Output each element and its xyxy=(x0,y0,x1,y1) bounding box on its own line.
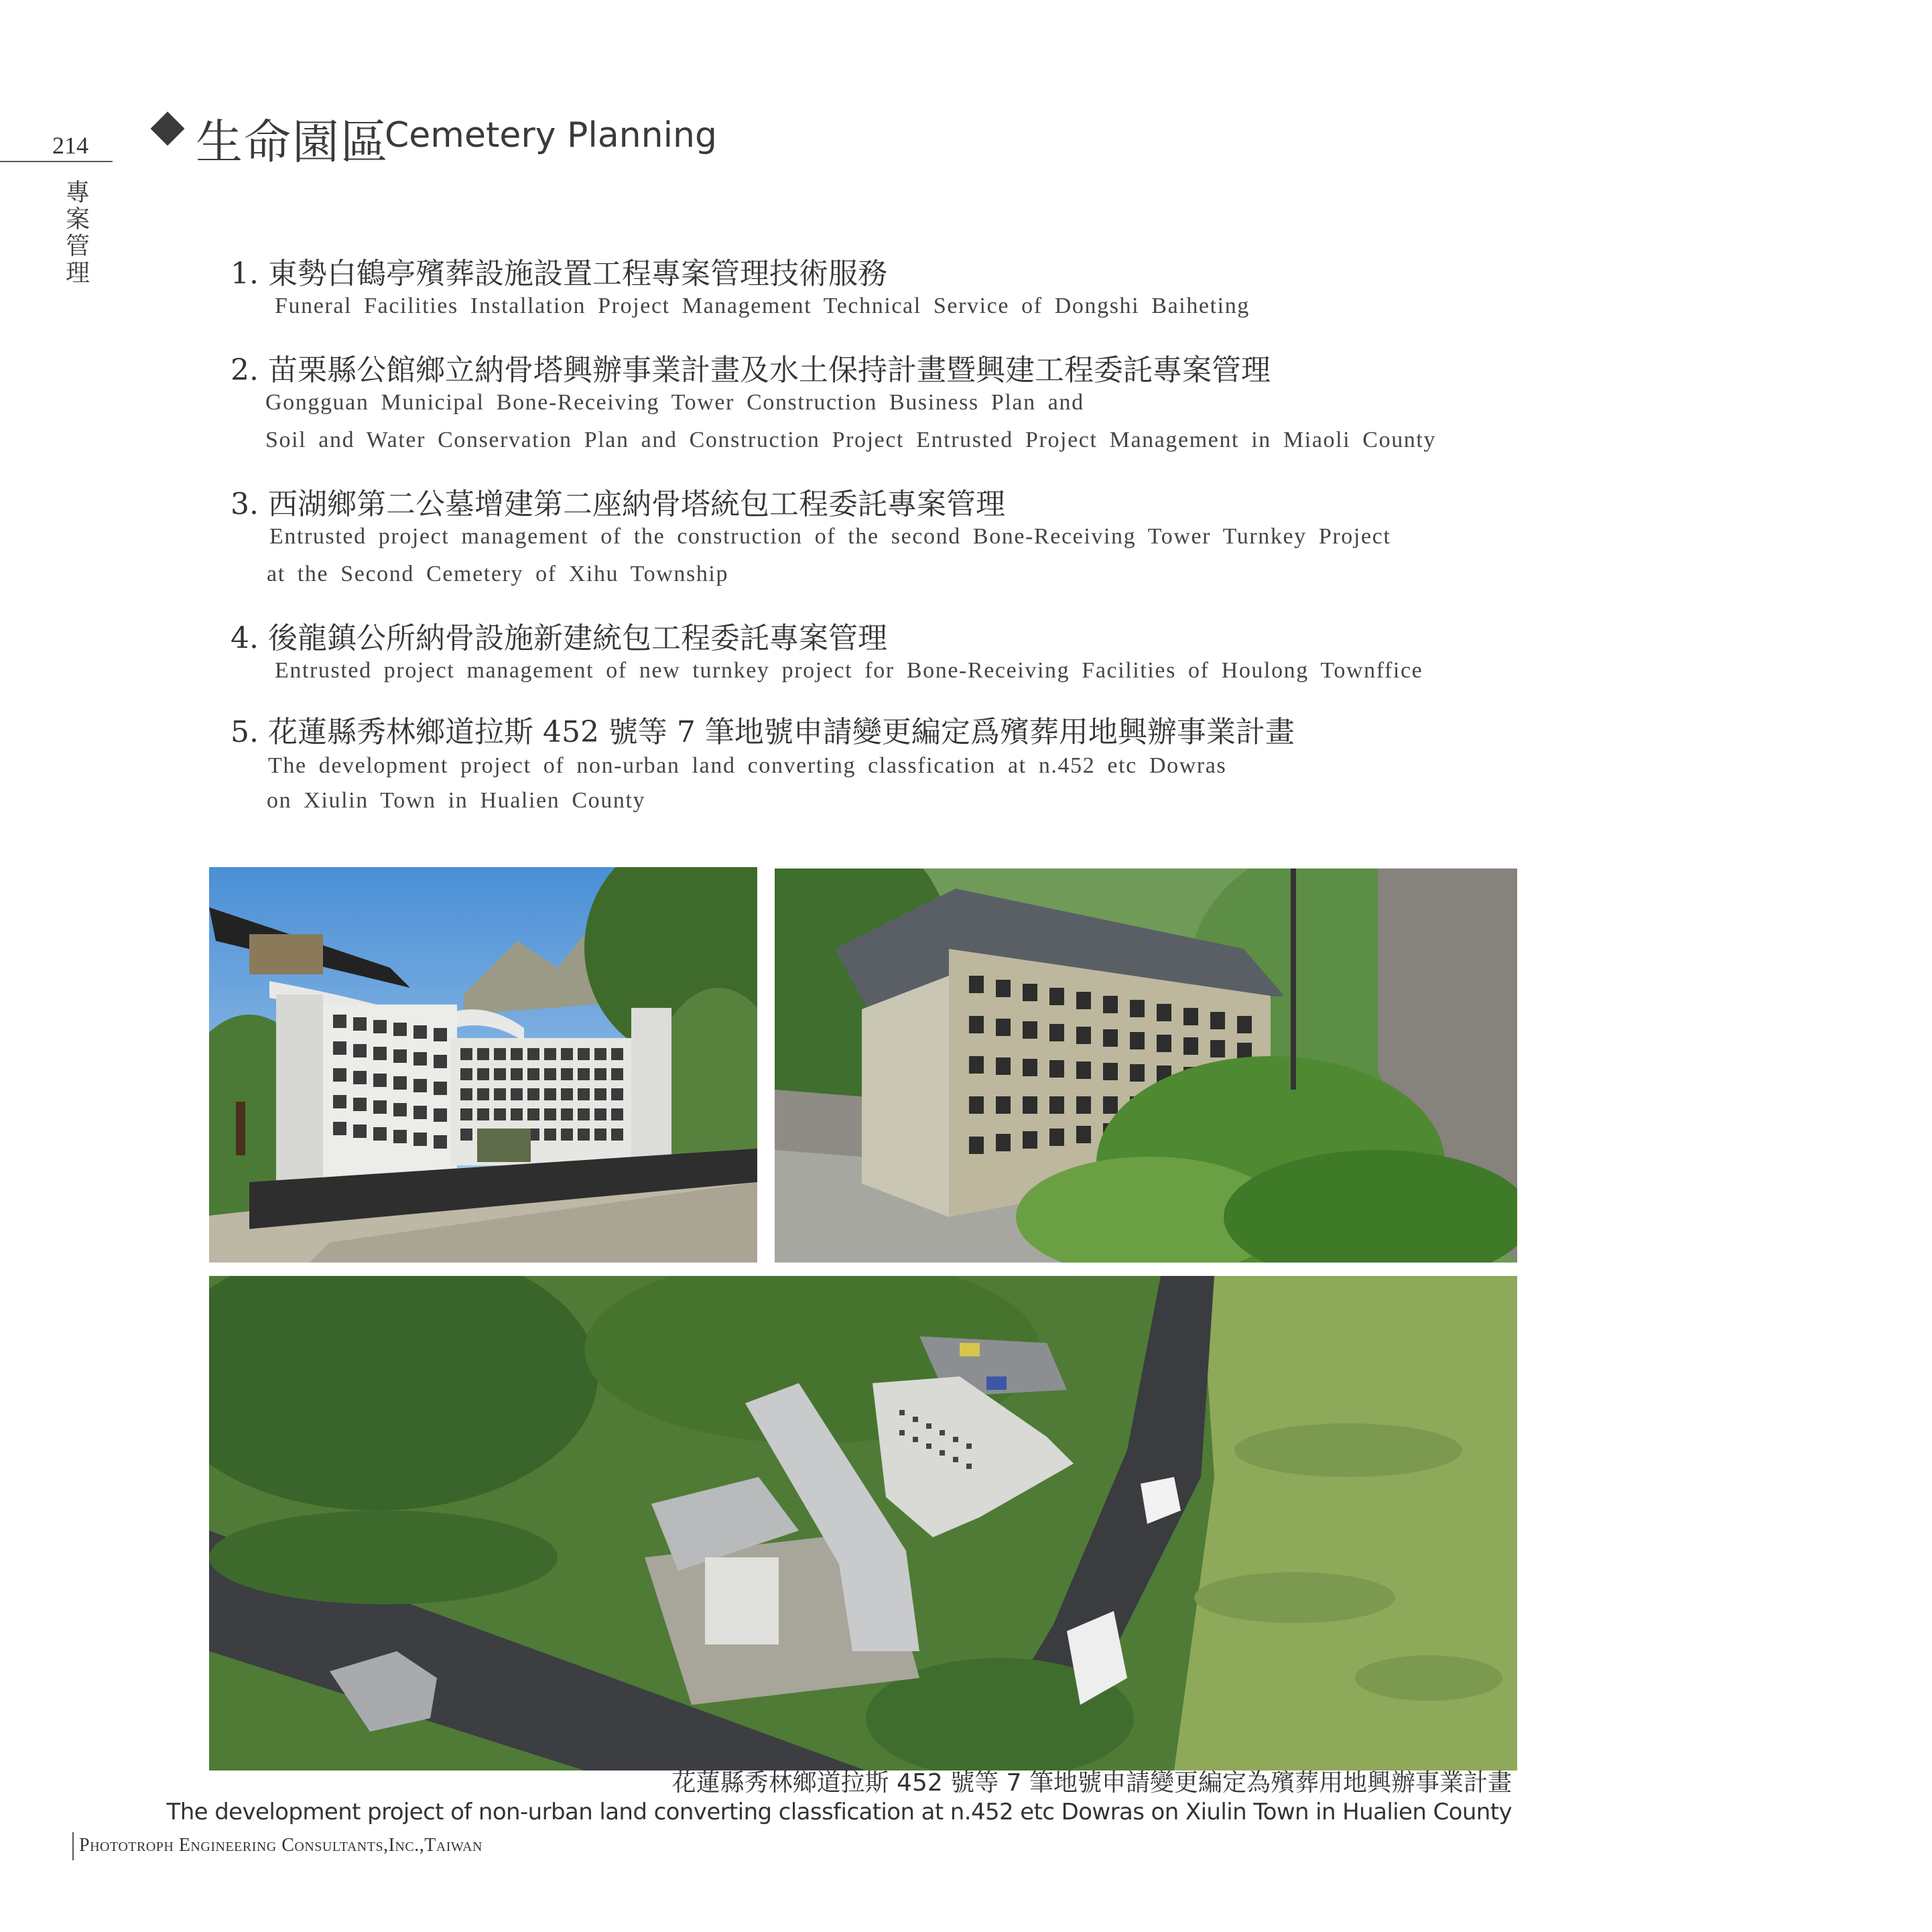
project-4-title-zh: 4. 後龍鎮公所納骨設施新建統包工程委託專案管理 xyxy=(231,621,887,655)
project-2-title-zh: 2. 苗栗縣公館鄉立納骨塔興辦事業計畫及水土保持計畫暨興建工程委託專案管理 xyxy=(231,353,1271,387)
project-5-title-zh: 5. 花蓮縣秀林鄉道拉斯 452 號等 7 筆地號申請變更編定爲殯葬用地興辦事業計畫 xyxy=(231,715,1295,749)
project-1-title-en: Funeral Facilities Installation Project Management Technical Service of Dongshi Baiheting xyxy=(275,294,1250,318)
page-title-zh: 生命園區 xyxy=(196,115,389,170)
photo-caption-zh: 花蓮縣秀林鄉道拉斯 452 號等 7 筆地號申請變更編定為殯葬用地興辦事業計畫 xyxy=(671,1769,1512,1797)
header-rule xyxy=(0,161,113,162)
project-3-title-en-line1: Entrusted project management of the construction of the second Bone-Receiving Tower Turnkey Project xyxy=(269,524,1391,549)
project-2-title-en-line1: Gongguan Municipal Bone-Receiving Tower Construction Business Plan and xyxy=(265,390,1084,415)
project-3-title-en-line2: at the Second Cemetery of Xihu Township xyxy=(267,562,729,586)
project-1-title-zh: 1. 東勢白鶴亭殯葬設施設置工程專案管理技術服務 xyxy=(231,257,887,291)
project-5-title-en-line1: The development project of non-urban land converting classfication at n.452 etc Dowras xyxy=(268,753,1227,778)
rendering-courtyard-columbarium xyxy=(209,867,757,1263)
page-title-en: Cemetery Planning xyxy=(385,115,718,155)
footer-company-name: Phototroph Engineering Consultants,Inc.,Taiwan xyxy=(79,1835,482,1856)
project-4-title-en: Entrusted project management of new turnkey project for Bone-Receiving Facilities of Houlong Townffice xyxy=(275,658,1423,683)
footer-rule xyxy=(72,1832,74,1860)
project-5-title-en-line2: on Xiulin Town in Hualien County xyxy=(267,788,646,813)
section-side-label: 專案管理 xyxy=(65,179,90,287)
diamond-icon xyxy=(151,112,185,146)
project-2-title-en-line2: Soil and Water Conservation Plan and Construction Project Entrusted Project Management in Miaoli County xyxy=(265,428,1437,452)
page-number: 214 xyxy=(52,132,88,159)
rendering-columbarium-tower-garden xyxy=(775,868,1517,1263)
project-3-title-zh: 3. 西湖鄉第二公墓增建第二座納骨塔統包工程委託專案管理 xyxy=(231,487,1005,521)
rendering-aerial-site-view xyxy=(209,1276,1517,1770)
photo-caption-en: The development project of non-urban land converting classfication at n.452 etc Dowras on Xiulin Town in Hualien County xyxy=(166,1799,1512,1825)
